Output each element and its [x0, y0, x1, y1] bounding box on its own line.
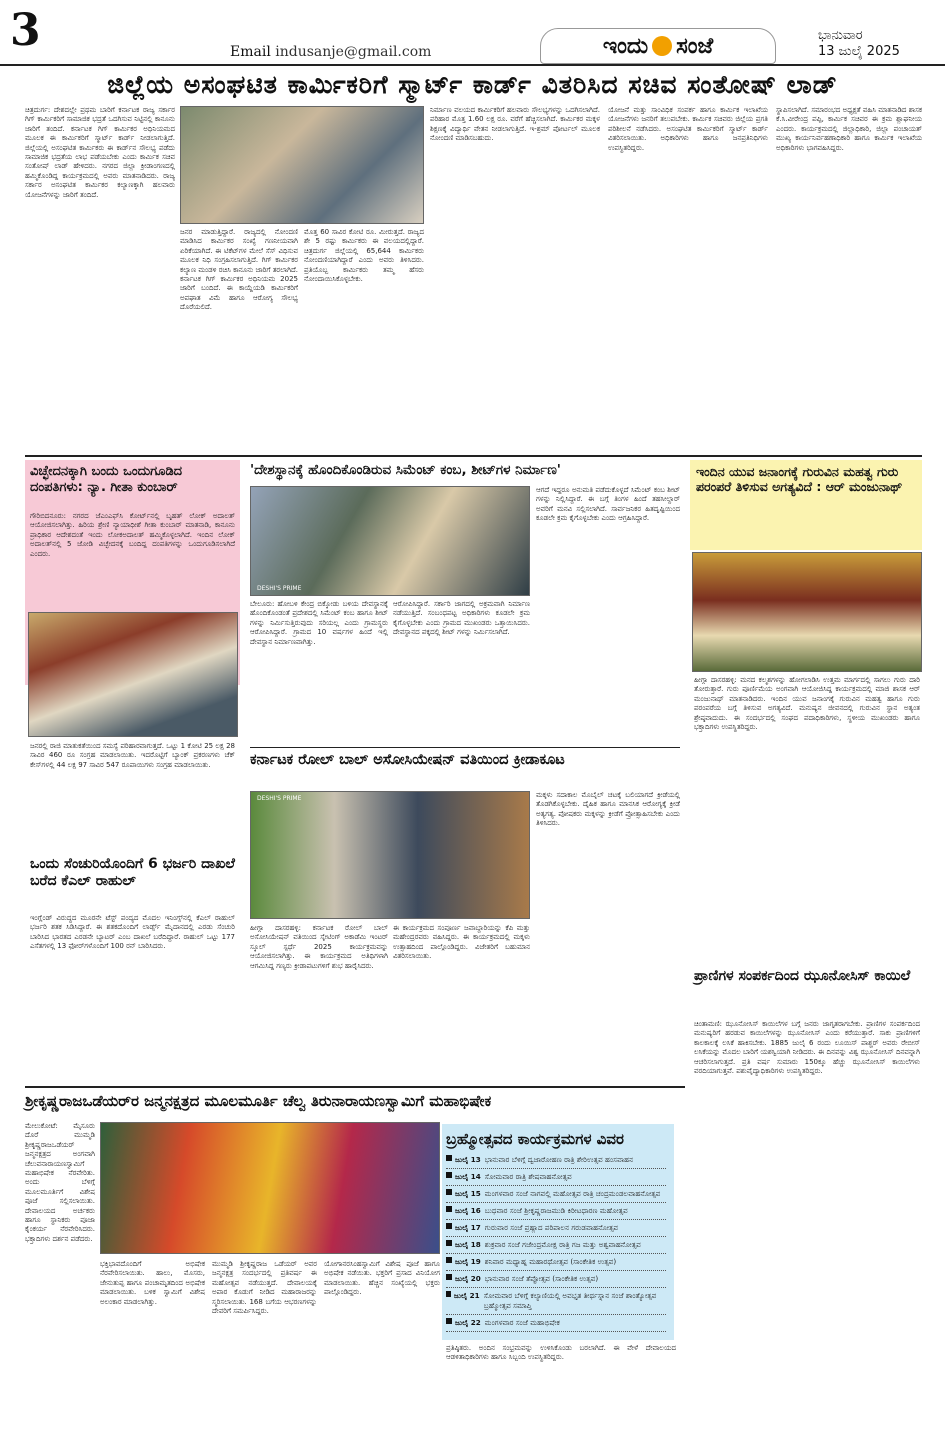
lead-col-2: ಜನರ ಮಾಡುತ್ತಿದ್ದಾರೆ. ರಾಜ್ಯದಲ್ಲಿ ನೋಂದಣಿ ಮಾಡಿಸಿದ ಕಾರ್ಮಿಕರ ಸಂಖ್ಯೆ ಗಣನೀಯವಾಗಿ ಏರಿಕೆಯಾಗಿದೆ. ಈ ಟಿಕೆಟ್‌ಗಳ ಮೇಲೆ ಸೆಸ್ ವಿಧಿಸುವ ಮೂಲಕ ನಿಧಿ ಸಂಗ್ರಹಿಸಲಾಗುತ್ತಿದೆ. ಗಿಗ್ ಕಾರ್ಮಿಕರ ಕಲ್ಯಾಣ ಮಂಡಳಿ ರಚಿಸಿ ಕಾನೂನು ಜಾರಿಗೆ ತರಲಾಗಿದೆ. ಕರ್ನಾಟಕ ಗಿಗ್ ಕಾರ್ಮಿಕರ ಅಧಿನಿಯಮ 2025 ಜಾರಿಗೆ ಬಂದಿದೆ. ಈ ಕಾಯ್ದೆಯಡಿ ಕಾರ್ಮಿಕರಿಗೆ ಅಪಘಾತ ವಿಮೆ ಹಾಗೂ ಆರೋಗ್ಯ ಸೌಲಭ್ಯ ದೊರೆಯಲಿದೆ.: [180, 228, 298, 312]
schedule-item: ಮಂಗಳವಾರ ಸಂಜೆ ನಾಗವಲ್ಲಿ ಮಹೋತ್ಸವ ರಾತ್ರಿ ಚಂದ್ರಮಂಡಲವಾಹನೋತ್ಸವ: [484, 1189, 661, 1198]
schedule-date: ಜುಲೈ 16: [455, 1206, 481, 1215]
divorce-body: ಗೌರಿಬಿದನೂರು: ನಗರದ ಜೆಎಂಎಫ್‌ಸಿ ಕೋರ್ಟ್‌ನಲ್ಲಿ ಬೃಹತ್ ಲೋಕ್ ಅದಾಲತ್ ಆಯೋಜಿಸಲಾಗಿತ್ತು. ಹಿರಿಯ ಶ್ರೇಣಿ ನ್ಯಾಯಾಧೀಶೆ ಗೀತಾ ಕುಂಬಾರ್ ಮಾತನಾಡಿ, ಕಾನೂನು ಪ್ರಾಧಿಕಾರ ಆದೇಶದಂತೆ ಇಂದು ಲೋಕಅದಾಲತ್ ಹಮ್ಮಿಕೊಳ್ಳಲಾಗಿದೆ. ಇಂದಿನ ಲೋಕ್ ಅದಾಲತ್‌ನಲ್ಲಿ 5 ಜೋಡಿ ವಿಚ್ಛೇದನಕ್ಕೆ ಬಂದಿದ್ದ ದಂಪತಿಗಳನ್ನು ಒಂದುಗೂಡಿಸಲಾಗಿದೆ ಎಂದರು.: [30, 512, 235, 558]
guru-body: ಹೀಗ್ಗಾ ದಾಸರಹಳ್ಳಿ: ಮನದ ಕಲ್ಮಶಗಳನ್ನು ಹೋಗಲಾಡಿಸಿ ಉತ್ತಮ ಮಾರ್ಗದಲ್ಲಿ ಸಾಗಲು ಗುರು ದಾರಿ ತೋರುತ್ತಾರೆ. ಗುರು ಪೂರ್ಣಿಮೆಯ ಅಂಗವಾಗಿ ಆಯೋಜಿಸಿದ್ದ ಕಾರ್ಯಕ್ರಮದಲ್ಲಿ ಮಾಜಿ ಶಾಸಕ ಆರ್ ಮಂಜುನಾಥ್ ಮಾತನಾಡಿದರು. ಇಂದಿನ ಯುವ ಜನಾಂಗಕ್ಕೆ ಗುರುವಿನ ಮಹತ್ವ ಹಾಗೂ ಗುರು ಪರಂಪರೆಯ ಬಗ್ಗೆ ತಿಳಿಸುವ ಅಗತ್ಯವಿದೆ. ಮನುಷ್ಯನ ಜೀವನದಲ್ಲಿ ಗುರುವಿನ ಸ್ಥಾನ ಅತ್ಯಂತ ಶ್ರೇಷ್ಠವಾದುದು. ಈ ಸಂದರ್ಭದಲ್ಲಿ ಸಂಘದ ಪದಾಧಿಕಾರಿಗಳು, ಸ್ಥಳೀಯ ಮುಖಂಡರು ಹಾಗೂ ಭಕ್ತಾದಿಗಳು ಉಪಸ್ಥಿತರಿದ್ದರು.: [694, 676, 920, 732]
festival-col-1: ಮೇಲುಕೋಟೆ: ಮೈಸೂರು ದೊರೆ ಮುಮ್ಮಡಿ ಶ್ರೀಕೃಷ್ಣರಾಜಒಡೆಯರ್ ಜನ್ಮನಕ್ಷತ್ರದ ಅಂಗವಾಗಿ ಚೆಲುವನಾರಾಯಣಸ್ವಾಮಿಗೆ ಮಹಾಭಿಷೇಕ ನೆರವೇರಿತು. ಅಂದು ಬೆಳಿಗ್ಗೆ ಮೂಲಮೂರ್ತಿಗೆ ವಿಶೇಷ ಪೂಜೆ ಸಲ್ಲಿಸಲಾಯಿತು. ದೇವಾಲಯದ ಅರ್ಚಕರು ಹಾಗೂ ಸ್ಥಾನಿಕರು ಪೂಜಾ ಕೈಂಕರ್ಯ ನೆರವೇರಿಸಿದರು. ಭಕ್ತಾದಿಗಳು ದರ್ಶನ ಪಡೆದರು.: [25, 1122, 95, 1243]
schedule-date: ಜುಲೈ 19: [455, 1257, 481, 1266]
schedule-row: [446, 1203, 666, 1220]
schedule-item: ಗುರುವಾರ ಸಂಜೆ ಪ್ರಹ್ಲಾದ ಪರಿಪಾಲನ ಗರುಡವಾಹನೋತ್ಸವ: [484, 1223, 619, 1232]
masthead: [0, 0, 945, 66]
schedule-date: ಜುಲೈ 21: [453, 1291, 480, 1300]
schedule-row: [446, 1186, 666, 1203]
lead-col-5: ಯೋಜನೆ ಮತ್ತು ಸಾಂವಿಧಿಕ ಸಂಪರ್ಕ ಹಾಗೂ ಕಾರ್ಮಿಕ ಇಲಾಖೆಯ ಯೋಜನೆಗಳು ಜನರಿಗೆ ತಲುಪಬೇಕು. ಕಾರ್ಮಿಕ ಸಚಿವರು ಜಿಲ್ಲೆಯ ಪ್ರಗತಿ ಪರಿಶೀಲನೆ ನಡೆಸಿದರು. ಅಸಂಘಟಿತ ಕಾರ್ಮಿಕರಿಗೆ ಸ್ಮಾರ್ಟ್ ಕಾರ್ಡ್ ವಿತರಿಸಲಾಯಿತು. ಅಧಿಕಾರಿಗಳು ಹಾಗೂ ಜನಪ್ರತಿನಿಧಿಗಳು ಉಪಸ್ಥಿತರಿದ್ದರು.: [608, 106, 768, 152]
square-bullet-icon: [446, 1240, 452, 1246]
square-bullet-icon: [446, 1206, 452, 1212]
email-address[interactable]: indusanje@gmail.com: [275, 44, 432, 60]
square-bullet-icon: [446, 1189, 452, 1195]
date: 13 ಜುಲೈ 2025: [818, 44, 900, 59]
schedule-date: ಜುಲೈ 20: [455, 1274, 481, 1283]
skating-col-1: ಹೀಗ್ಗಾ ದಾಸರಹಳ್ಳಿ: ಕರ್ನಾಟಕ ರೋಲ್ ಬಾಲ್ ಅಸೋಸಿಯೇಷನ್ ವತಿಯಿಂದ ಸ್ಕೇಟಿಂಗ್ ಅಕಾಡೆಮಿ ಇಂಟರ್ ಸ್ಕೂಲ್ ಸ್ಪರ್ಧೆ 2025 ಕಾರ್ಯಕ್ರಮವನ್ನು ಆಯೋಜಿಸಲಾಗಿತ್ತು. ಈ ಕಾರ್ಯಕ್ರಮದ ಅತಿಥಿಗಳಾಗಿ ಆಗಮಿಸಿದ್ದ ಗಣ್ಯರು ಕ್ರೀಡಾಪಟುಗಳಿಗೆ ಶುಭ ಹಾರೈಸಿದರು.: [250, 924, 388, 970]
schedule-date: ಜುಲೈ 18: [455, 1240, 481, 1249]
festival-col-4: ಯೋಗಾನರಸಿಂಹಸ್ವಾಮಿಗೆ ವಿಶೇಷ ಪೂಜೆ ಹಾಗೂ ಅಭಿಷೇಕ ನಡೆಯಿತು. ಭಕ್ತರಿಗೆ ಪ್ರಸಾದ ವಿನಿಯೋಗ ಮಾಡಲಾಯಿತು. ಹೆಚ್ಚಿನ ಸಂಖ್ಯೆಯಲ್ಲಿ ಭಕ್ತರು ಪಾಲ್ಗೊಂಡಿದ್ದರು.: [324, 1260, 440, 1297]
cement-col-3: ಆಗದೆ ಇದ್ದರೂ ಅನುಮತಿ ಪಡೆದುಕೊಳ್ಳದೆ ಸಿಮೆಂಟ್ ಕಂಬ ಶೀಟ್ ಗಳನ್ನು ನಿಲ್ಲಿಸಿದ್ದಾರೆ. ಈ ಬಗ್ಗೆ ತಿಂಗಳ ಹಿಂದೆ ತಹಸೀಲ್ದಾರ್ ಅವರಿಗೆ ಮನವಿ ಸಲ್ಲಿಸಲಾಗಿದೆ. ಸಾರ್ವಜನಿಕರ ಹಿತದೃಷ್ಟಿಯಿಂದ ಕೂಡಲೇ ಕ್ರಮ ಕೈಗೊಳ್ಳಬೇಕು ಎಂದು ಆಗ್ರಹಿಸಿದ್ದಾರೆ.: [536, 486, 680, 523]
lead-headline: ಜಿಲ್ಲೆಯ ಅಸಂಘಟಿತ ಕಾರ್ಮಿಕರಿಗೆ ಸ್ಮಾರ್ಟ್ ಕಾರ್ಡ್ ವಿತರಿಸಿದ ಸಚಿವ ಸಂತೋಷ್ ಲಾಡ್: [107, 70, 838, 99]
skating-photo: [250, 791, 530, 919]
schedule-row: [446, 1315, 666, 1332]
schedule-date: ಜುಲೈ 15: [455, 1189, 481, 1198]
zoonosis-headline: ಪ್ರಾಣಿಗಳ ಸಂಪರ್ಕದಿಂದ ಝೂನೋಸಿಸ್ ಕಾಯಿಲೆ: [694, 968, 911, 984]
schedule-date: ಜುಲೈ 22: [455, 1318, 481, 1327]
cement-col-2: ಆರೋಪಿಸಿದ್ದಾರೆ. ಸರ್ಕಾರಿ ಜಾಗದಲ್ಲಿ ಅಕ್ರಮವಾಗಿ ನಿರ್ಮಾಣ ನಡೆಯುತ್ತಿದೆ. ಸಂಬಂಧಪಟ್ಟ ಅಧಿಕಾರಿಗಳು ಕೂಡಲೇ ಕ್ರಮ ಕೈಗೊಳ್ಳಬೇಕು ಎಂದು ಗ್ರಾಮದ ಮುಖಂಡರು ಒತ್ತಾಯಿಸಿದರು. ದೇವಸ್ಥಾನದ ಪಕ್ಕದಲ್ಲಿ ಶೀಟ್ ಗಳನ್ನು ನಿರ್ಮಿಸಲಾಗಿದೆ.: [393, 600, 530, 637]
cement-photo: [250, 486, 530, 596]
lead-col-1: ಚಿತ್ರದುರ್ಗ: ದೇಶದಲ್ಲೇ ಪ್ರಥಮ ಬಾರಿಗೆ ಕರ್ನಾಟಕ ರಾಜ್ಯ ಸರ್ಕಾರ ಗಿಗ್ ಕಾರ್ಮಿಕರಿಗೆ ಸಾಮಾಜಿಕ ಭದ್ರತೆ ಒದಗಿಸುವ ನಿಟ್ಟಿನಲ್ಲಿ ಕಾನೂನು ಜಾರಿಗೆ ತಂದಿದೆ. ಕರ್ನಾಟಕ ಗಿಗ್ ಕಾರ್ಮಿಕರ ಅಧಿನಿಯಮದ ಮೂಲಕ ಈ ಕಾರ್ಮಿಕರಿಗೆ ಸ್ಮಾರ್ಟ್ ಕಾರ್ಡ್ ನೀಡಲಾಗುತ್ತಿದೆ. ಜಿಲ್ಲೆಯಲ್ಲಿ ಅಸಂಘಟಿತ ಕಾರ್ಮಿಕರು ಈ ಕಾರ್ಡ್‌ನ ಸೌಲಭ್ಯ ಪಡೆದು ಸಾಮಾಜಿಕ ಭದ್ರತೆಯ ಲಾಭ ಪಡೆಯಬೇಕು ಎಂದು ಕಾರ್ಮಿಕ ಸಚಿವ ಸಂತೋಷ್ ಲಾಡ್ ಹೇಳಿದರು. ನಗರದ ಜಿಲ್ಲಾ ಕ್ರೀಡಾಂಗಣದಲ್ಲಿ ಹಮ್ಮಿಕೊಂಡಿದ್ದ ಕಾರ್ಯಕ್ರಮದಲ್ಲಿ ಅವರು ಮಾತನಾಡಿದರು. ರಾಜ್ಯ ಸರ್ಕಾರ ಅಸಂಘಟಿತ ಕಾರ್ಮಿಕರ ಕಲ್ಯಾಣಕ್ಕಾಗಿ ಹಲವಾರು ಯೋಜನೆಗಳನ್ನು ಜಾರಿಗೆ ತಂದಿದೆ.: [25, 106, 175, 199]
logo-left-text: ಇಂದು: [602, 33, 649, 59]
cement-headline: 'ದೇಶಸ್ಥಾನಕ್ಕೆ ಹೊಂದಿಕೊಂಡಿರುವ ಸಿಮೆಂಟ್ ಕಂಬ, ಶೀಟ್‌ಗಳ ನಿರ್ಮಾಣ': [250, 462, 561, 478]
schedule-item: ಶನಿವಾರ ಮಧ್ಯಾಹ್ನ ಮಹಾರಥೋತ್ಸವ (ಸಾಂಕೇತಿಕ ಉತ್ಸವ): [484, 1257, 617, 1266]
weekday: ಭಾನುವಾರ: [818, 28, 863, 43]
square-bullet-icon: [446, 1291, 451, 1297]
guru-headline: ಇಂದಿನ ಯುವ ಜನಾಂಗಕ್ಕೆ ಗುರುವಿನ ಮಹತ್ವ ಗುರು ಪರಂಪರೆ ತಿಳಿಸುವ ಅಗತ್ಯವಿದೆ : ಆರ್ ಮಂಜುನಾಥ್: [696, 464, 903, 494]
schedule-row: [446, 1237, 666, 1254]
schedule-item: ಮಂಗಳವಾರ ಸಂಜೆ ಮಹಾಭಿಷೇಕ: [484, 1318, 560, 1327]
schedule-date: ಜುಲೈ 13: [455, 1155, 481, 1164]
schedule-item: ಶುಕ್ರವಾರ ಸಂಜೆ ಗಜೇಂದ್ರಮೋಕ್ಷ ರಾತ್ರಿ ಗಜ ಮತ್ತು ಅಶ್ವವಾಹನೋತ್ಸವ: [484, 1240, 641, 1249]
festival-col-2: ಭಕ್ತಿಭಾವದೊಂದಿಗೆ ಅಭಿಷೇಕ ನೆರವೇರಿಸಲಾಯಿತು. ಹಾಲು, ಮೊಸರು, ಜೇನುತುಪ್ಪ ಹಾಗೂ ಪಂಚಾಮೃತದಿಂದ ಅಭಿಷೇಕ ಮಾಡಲಾಯಿತು. ಬಳಿಕ ಸ್ವಾಮಿಗೆ ವಿಶೇಷ ಅಲಂಕಾರ ಮಾಡಲಾಗಿತ್ತು.: [100, 1260, 205, 1306]
schedule-row: [446, 1271, 666, 1288]
square-bullet-icon: [446, 1172, 452, 1178]
cement-photo-credit: DESHI'S PRIME: [257, 585, 302, 592]
cement-col-1: ಬೇಲೂರು: ಹೋಬಳಿ ಕೇಂದ್ರ ಬಿಕ್ಕೋಡು ಬಳಿಯ ದೇವಸ್ಥಾನಕ್ಕೆ ಹೊಂದಿಕೊಂಡಂತೆ ಪ್ರದೇಶದಲ್ಲಿ ಸಿಮೆಂಟ್ ಕಂಬ ಹಾಗೂ ಶೀಟ್ ಗಳನ್ನು ನಿರ್ಮಿಸುತ್ತಿರುವುದು ಸರಿಯಲ್ಲ ಎಂದು ಗ್ರಾಮಸ್ಥರು ಆರೋಪಿಸಿದ್ದಾರೆ. ಗ್ರಾಮದ 10 ವರ್ಷಗಳ ಹಿಂದೆ ಇಲ್ಲಿ ದೇವಸ್ಥಾನ ನಿರ್ಮಾಣವಾಗಿತ್ತು.: [250, 600, 388, 646]
festival-col-3: ಮುಮ್ಮಡಿ ಶ್ರೀಕೃಷ್ಣರಾಜ ಒಡೆಯರ್ ಅವರ ಜನ್ಮನಕ್ಷತ್ರ ಸಂದರ್ಭದಲ್ಲಿ ಪ್ರತಿವರ್ಷ ಈ ಮಹೋತ್ಸವ ನಡೆಯುತ್ತದೆ. ದೇವಾಲಯಕ್ಕೆ ಅಪಾರ ಕೊಡುಗೆ ನೀಡಿದ ಮಹಾರಾಜರನ್ನು ಸ್ಮರಿಸಲಾಯಿತು. 168 ಬಗೆಯ ಆಭರಣಗಳನ್ನು ದೇವರಿಗೆ ಸಮರ್ಪಿಸಿದ್ದರು.: [212, 1260, 317, 1316]
email-line: [230, 44, 431, 60]
schedule-row: [446, 1152, 666, 1169]
schedule-item: ಭಾನುವಾರ ಸಂಜೆ ತೆಪ್ಪೋತ್ಸವ (ಸಾಂಕೇತಿಕ ಉತ್ಸವ): [484, 1274, 599, 1283]
skating-col-3: ಮಕ್ಕಳು ಸದಾಕಾಲ ಮೊಬೈಲ್ ಚಟಕ್ಕೆ ಬಲಿಯಾಗದೆ ಕ್ರೀಡೆಯಲ್ಲಿ ತೊಡಗಿಕೊಳ್ಳಬೇಕು. ದೈಹಿಕ ಹಾಗೂ ಮಾನಸಿಕ ಆರೋಗ್ಯಕ್ಕೆ ಕ್ರೀಡೆ ಅತ್ಯಗತ್ಯ. ಪೋಷಕರು ಮಕ್ಕಳನ್ನು ಕ್ರೀಡೆಗೆ ಪ್ರೋತ್ಸಾಹಿಸಬೇಕು ಎಂದು ತಿಳಿಸಿದರು.: [536, 791, 680, 828]
section-divider: [25, 455, 922, 457]
section-divider: [250, 747, 680, 748]
logo-right-text: ಸಂಜೆ: [676, 33, 714, 59]
square-bullet-icon: [446, 1318, 452, 1324]
schedule-item: ಸೋಮವಾರ ಬೆಳಿಗ್ಗೆ ಕಲ್ಯಾಣಿಯಲ್ಲಿ ಅವಭೃತ ತೀರ್ಥಸ್ನಾನ ಸಂಜೆ ಶಾಂತ್ಯೋತ್ಸವ ಬ್ರಹ್ಮೋತ್ಸವ ಸಮಾಪ್ತಿ: [483, 1291, 657, 1310]
divorce-headline: ವಿಚ್ಛೇದನಕ್ಕಾಗಿ ಬಂದು ಒಂದುಗೂಡಿದ ದಂಪತಿಗಳು: ನ್ಯಾ. ಗೀತಾ ಕುಂಬಾರ್: [30, 464, 183, 495]
schedule-date: ಜುಲೈ 17: [455, 1223, 481, 1232]
schedule-row: [446, 1220, 666, 1237]
sun-icon: [652, 36, 672, 56]
schedule-title: ಬ್ರಹ್ಮೋತ್ಸವದ ಕಾರ್ಯಕ್ರಮಗಳ ವಿವರ: [446, 1130, 624, 1148]
schedule-row: [446, 1254, 666, 1271]
schedule-list: [446, 1152, 666, 1332]
festival-col-5: ಪ್ರತಿಷ್ಠಿತರು. ಅಂದಿನ ಸಂಭ್ರಮವನ್ನು ಉಳಿಸಿಕೊಂಡು ಬರಲಾಗಿದೆ. ಈ ವೇಳೆ ದೇವಾಲಯದ ಆಡಳಿತಾಧಿಕಾರಿಗಳು ಹಾಗೂ ಸಿಬ್ಬಂದಿ ಉಪಸ್ಥಿತರಿದ್ದರು.: [446, 1344, 676, 1362]
schedule-item: ಭಾನುವಾರ ಬೆಳಿಗ್ಗೆ ದ್ವಜಾರೋಹಣ ರಾತ್ರಿ ಶೇರಿಉತ್ಸವ ಹಂಸವಾಹನ: [484, 1155, 634, 1164]
zoonosis-body: ಚಿಂತಾಮಣಿ: ಝೂನೋಸಿಸ್ ಕಾಯಿಲೆಗಳ ಬಗ್ಗೆ ಜನರು ಜಾಗೃತರಾಗಬೇಕು. ಪ್ರಾಣಿಗಳ ಸಂಪರ್ಕದಿಂದ ಮನುಷ್ಯರಿಗೆ ಹರಡುವ ಕಾಯಿಲೆಗಳನ್ನು ಝೂನೋಸಿಸ್ ಎಂದು ಕರೆಯುತ್ತಾರೆ. ಸಾಕು ಪ್ರಾಣಿಗಳಿಗೆ ಕಾಲಕಾಲಕ್ಕೆ ಲಸಿಕೆ ಹಾಕಿಸಬೇಕು. 1885 ಜುಲೈ 6 ರಂದು ಲೂಯಿಸ್ ಪಾಶ್ಚರ್ ಅವರು ರೇಬೀಸ್ ಲಸಿಕೆಯನ್ನು ಮೊದಲ ಬಾರಿಗೆ ಯಶಸ್ವಿಯಾಗಿ ನೀಡಿದರು. ಈ ದಿನವನ್ನು ವಿಶ್ವ ಝೂನೋಸಿಸ್ ದಿನವನ್ನಾಗಿ ಆಚರಿಸಲಾಗುತ್ತದೆ. ಪ್ರತಿ ವರ್ಷ ಸುಮಾರು 150ಕ್ಕೂ ಹೆಚ್ಚು ಝೂನೋಸಿಸ್ ಕಾಯಿಲೆಗಳು ವರದಿಯಾಗುತ್ತವೆ. ಪಶುವೈದ್ಯಾಧಿಕಾರಿಗಳು ಉಪಸ್ಥಿತರಿದ್ದರು.: [694, 1020, 920, 1076]
guru-photo: [692, 552, 922, 672]
schedule-row: [446, 1169, 666, 1186]
square-bullet-icon: [446, 1274, 452, 1280]
festival-headline: ಶ್ರೀಕೃಷ್ಣರಾಜಒಡೆಯರ್‌ರ ಜನ್ಮನಕ್ಷತ್ರದ ಮೂಲಮೂರ್ತಿ ಚೆಲ್ವ ತಿರುನಾರಾಯಣಸ್ವಾಮಿಗೆ ಮಹಾಭಿಷೇಕ: [25, 1092, 492, 1110]
divorce-photo: [28, 612, 238, 737]
skating-photo-credit: DESHI'S PRIME: [257, 795, 302, 802]
newspaper-logo: [540, 28, 776, 64]
schedule-row: [446, 1288, 666, 1315]
rahul-headline: ಒಂದು ಸೆಂಚುರಿಯೊಂದಿಗೆ 6 ಭರ್ಜರಿ ದಾಖಲೆ ಬರೆದ ಕೆಎಲ್ ರಾಹುಲ್: [30, 856, 235, 889]
schedule-date: ಜುಲೈ 14: [455, 1172, 481, 1181]
rahul-body: ಇಂಗ್ಲೆಂಡ್ ವಿರುದ್ಧದ ಮೂರನೇ ಟೆಸ್ಟ್ ಪಂದ್ಯದ ಮೊದಲ ಇನಿಂಗ್ಸ್‌ನಲ್ಲಿ ಕೆಎಲ್ ರಾಹುಲ್ ಭರ್ಜರಿ ಶತಕ ಸಿಡಿಸಿದ್ದಾರೆ. ಈ ಶತಕದೊಂದಿಗೆ ಲಾರ್ಡ್ಸ್ ಮೈದಾನದಲ್ಲಿ ಎರಡು ಸೆಂಚುರಿ ಬಾರಿಸಿದ ಭಾರತದ ಎರಡನೇ ಬ್ಯಾಟರ್ ಎಂಬ ದಾಖಲೆ ಬರೆದಿದ್ದಾರೆ. ರಾಹುಲ್ ಒಟ್ಟು 177 ಎಸೆತಗಳಲ್ಲಿ 13 ಫೋರ್‌ಗಳೊಂದಿಗೆ 100 ರನ್ ಬಾರಿಸಿದರು.: [30, 914, 235, 951]
section-divider: [25, 1086, 685, 1088]
skating-headline: ಕರ್ನಾಟಕ ರೋಲ್ ಬಾಲ್ ಅಸೋಸಿಯೇಷನ್ ವತಿಯಿಂದ ಕ್ರೀಡಾಕೂಟ: [250, 752, 565, 768]
lead-col-3: ಮೊತ್ತ 60 ಸಾವಿರ ಕೋಟಿ ರೂ. ಮೀರುತ್ತದೆ. ರಾಜ್ಯದ ಶೇ 5 ರಷ್ಟು ಕಾರ್ಮಿಕರು ಈ ವಲಯದಲ್ಲಿದ್ದಾರೆ. ಚಿತ್ರದುರ್ಗ ಜಿಲ್ಲೆಯಲ್ಲಿ 65,644 ಕಾರ್ಮಿಕರು ನೋಂದಣಿಯಾಗಿದ್ದಾರೆ ಎಂದು ಅವರು ತಿಳಿಸಿದರು. ಪ್ರತಿಯೊಬ್ಬ ಕಾರ್ಮಿಕರು ತಮ್ಮ ಹೆಸರು ನೋಂದಾಯಿಸಿಕೊಳ್ಳಬೇಕು.: [304, 228, 424, 284]
lead-col-4: ನಿರ್ಮಾಣ ವಲಯದ ಕಾರ್ಮಿಕರಿಗೆ ಹಲವಾರು ಸೌಲಭ್ಯಗಳನ್ನು ಒದಗಿಸಲಾಗಿದೆ. ಪರಿಹಾರ ಮೊತ್ತ 1.60 ಲಕ್ಷ ರೂ. ವರೆಗೆ ಹೆಚ್ಚಿಸಲಾಗಿದೆ. ಕಾರ್ಮಿಕರ ಮಕ್ಕಳ ಶಿಕ್ಷಣಕ್ಕೆ ವಿದ್ಯಾರ್ಥಿ ವೇತನ ನೀಡಲಾಗುತ್ತಿದೆ. ಇ-ಶ್ರಮ್ ಪೋರ್ಟಲ್ ಮೂಲಕ ನೋಂದಣಿ ಮಾಡಿಸಬಹುದು.: [430, 106, 600, 143]
lead-photo: [180, 106, 424, 224]
festival-photo: [100, 1122, 440, 1254]
schedule-item: ಬುಧವಾರ ಸಂಜೆ ಶ್ರೀಕೃಷ್ಣರಾಜಮುಡಿ ಕಿರೀಟಧಾರಣ ಮಹೋತ್ಸವ: [484, 1206, 628, 1215]
square-bullet-icon: [446, 1155, 452, 1161]
divorce-caption: ಜನರಲ್ಲಿ ರಾಜಿ ಮಾತುಕತೆಯಿಂದ ಸಮಸ್ಯೆ ಪರಿಹಾರವಾಗುತ್ತದೆ. ಒಟ್ಟು 1 ಕೋಟಿ 25 ಲಕ್ಷ 28 ಸಾವಿರ 460 ರೂ ಸಂಗ್ರಹ ಮಾಡಲಾಯಿತು. ಇದರೊಟ್ಟಿಗೆ ಬ್ಯಾಂಕ್ ಪ್ರಕರಣಗಳು ಚೆಕ್ ಕೇಸ್‌ಗಳಲ್ಲಿ 44 ಲಕ್ಷ 97 ಸಾವಿರ 547 ರೂಪಾಯಿಗಳು ಸಂಗ್ರಹ ಮಾಡಲಾಯಿತು.: [30, 742, 235, 769]
dateline: [818, 28, 900, 60]
skating-col-2: ಈ ಕಾರ್ಯಕ್ರಮದ ಸಂಪೂರ್ಣ ಜವಾಬ್ದಾರಿಯನ್ನು ಕೆಪಿ ಮತ್ತು ಮಹೇಂದ್ರರವರು ವಹಿಸಿದ್ದರು. ಈ ಕಾರ್ಯಕ್ರಮದಲ್ಲಿ ಮಕ್ಕಳು ಉತ್ಸಾಹದಿಂದ ಪಾಲ್ಗೊಂಡಿದ್ದರು. ವಿಜೇತರಿಗೆ ಬಹುಮಾನ ವಿತರಿಸಲಾಯಿತು.: [393, 924, 530, 961]
schedule-item: ಸೋಮವಾರ ರಾತ್ರಿ ಶೇಷವಾಹನೋತ್ಸವ: [484, 1172, 572, 1181]
page-number: 3: [10, 5, 41, 56]
lead-col-6: ಸ್ಥಾಪಿಸಲಾಗಿದೆ. ಸಮಾರಂಭದ ಅಧ್ಯಕ್ಷತೆ ವಹಿಸಿ ಮಾತನಾಡಿದ ಶಾಸಕ ಕೆ.ಸಿ.ವೀರೇಂದ್ರ ಪಪ್ಪಿ, ಕಾರ್ಮಿಕ ಸಚಿವರ ಈ ಕ್ರಮ ಶ್ಲಾಘನೀಯ ಎಂದರು. ಕಾರ್ಯಕ್ರಮದಲ್ಲಿ ಜಿಲ್ಲಾಧಿಕಾರಿ, ಜಿಲ್ಲಾ ಪಂಚಾಯತ್ ಮುಖ್ಯ ಕಾರ್ಯನಿರ್ವಹಣಾಧಿಕಾರಿ ಹಾಗೂ ಕಾರ್ಮಿಕ ಇಲಾಖೆಯ ಅಧಿಕಾರಿಗಳು ಭಾಗವಹಿಸಿದ್ದರು.: [776, 106, 922, 152]
square-bullet-icon: [446, 1223, 452, 1229]
email-label: Email: [230, 44, 271, 60]
square-bullet-icon: [446, 1257, 452, 1263]
